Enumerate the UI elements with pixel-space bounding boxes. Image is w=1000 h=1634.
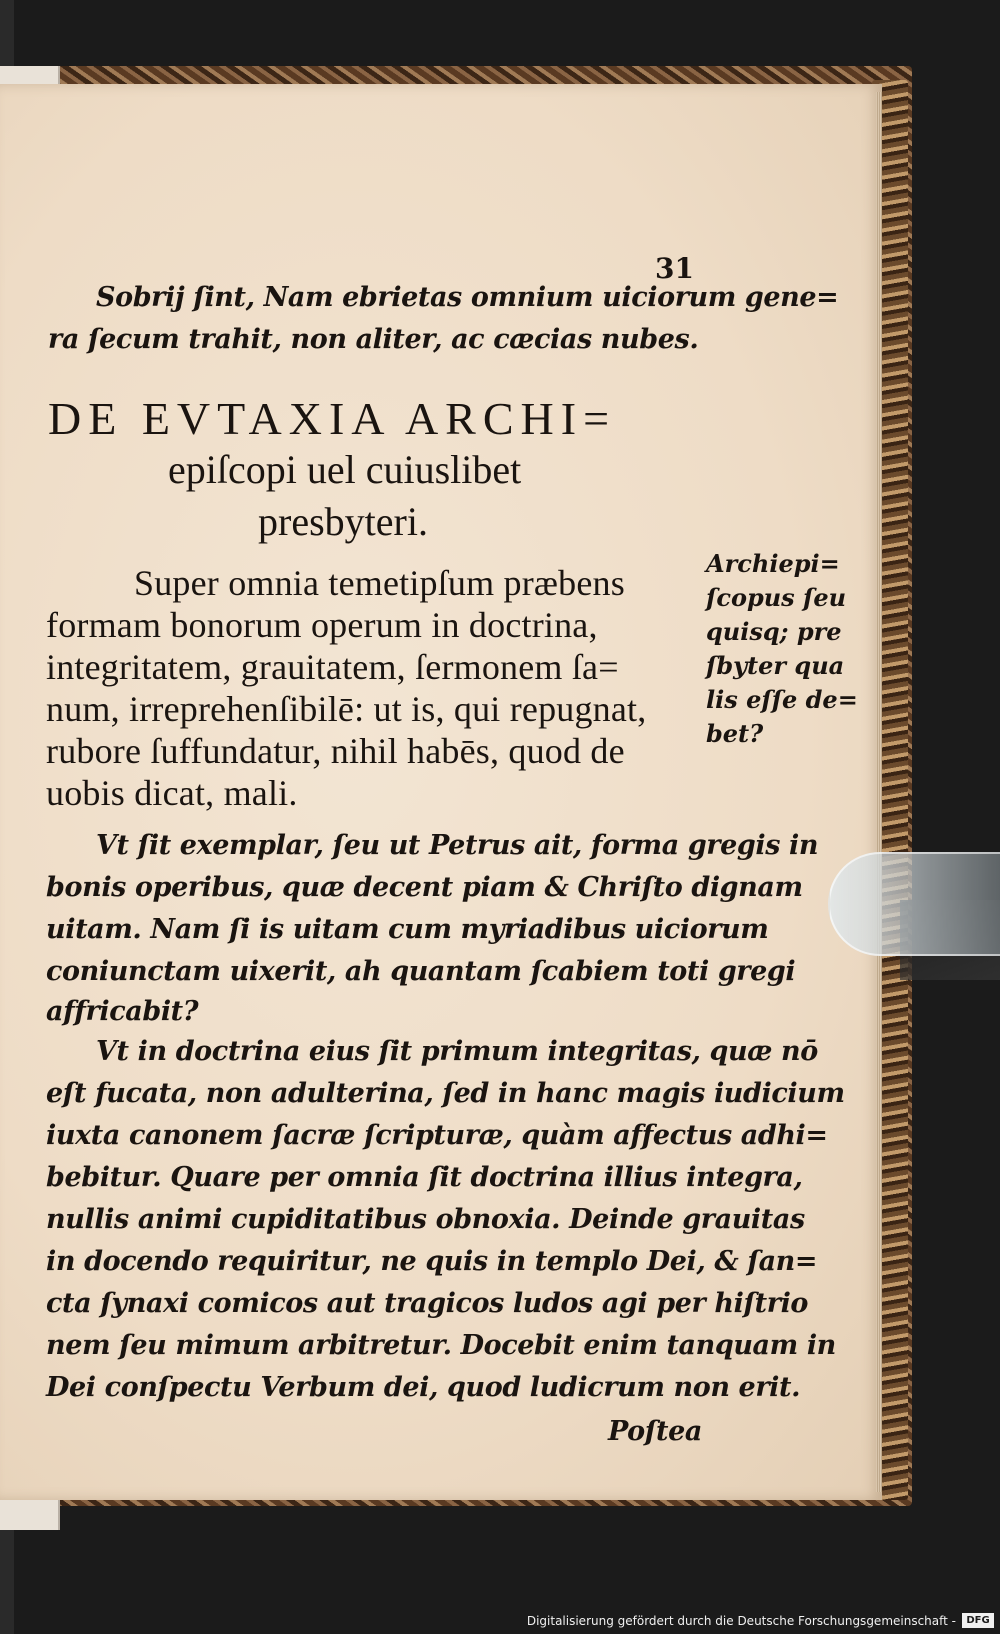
margin-note-line-1: Archiepi= (706, 549, 840, 578)
page-fore-edge (876, 92, 882, 1492)
page-clip (828, 852, 1000, 956)
margin-note-line-3: quisq; pre (706, 617, 842, 646)
margin-note-line-5: lis eſſe de= (706, 685, 858, 714)
body-roman-line-1: Super omnia temetipſum præbens (134, 563, 625, 603)
italic-line-11: in docendo requiritur, ne quis in templo Dei, & ſan= (46, 1246, 818, 1277)
body-roman-line-4: num, irreprehenſibilē: ut is, qui repugnat, (46, 689, 647, 729)
italic-line-7: eſt fucata, non adulterina, ſed in hanc magis iudicium (46, 1078, 845, 1109)
body-roman-line-6: uobis dicat, mali. (46, 773, 298, 813)
credit-text: Digitalisierung gefördert durch die Deutsche Forschungsgemeinschaft - (526, 1614, 956, 1628)
margin-note-line-6: bet? (706, 719, 764, 748)
heading-line-1: DE EVTAXIA ARCHI= (48, 393, 617, 444)
italic-line-12: cta ſynaxi comicos aut tragicos ludos agi per hiſtrio (46, 1288, 809, 1319)
italic-line-1: Vt ſit exemplar, ſeu ut Petrus ait, forma gregis in (96, 830, 819, 861)
margin-note-line-4: ſbyter qua (706, 651, 845, 680)
book-page (0, 84, 882, 1500)
page-number: 31 (655, 252, 694, 285)
italic-line-2: bonis operibus, quæ decent piam & Chriſto dignam (46, 872, 803, 903)
heading-line-3: presbyteri. (258, 499, 428, 544)
bottom-ribbon-tab (0, 1500, 60, 1530)
italic-line-14: Dei conſpectu Verbum dei, quod ludicrum non erit. (46, 1372, 801, 1403)
top-line-1: Sobrij ſint, Nam ebrietas omnium uiciorum gene= (96, 282, 839, 313)
body-roman-line-5: rubore ſuffundatur, nihil habēs, quod de (46, 731, 625, 771)
body-roman-line-2: formam bonorum operum in doctrina, (46, 605, 598, 645)
catchword: Poſtea (608, 1416, 702, 1447)
italic-line-13: nem ſeu mimum arbitretur. Docebit enim tanquam in (46, 1330, 836, 1361)
top-line-2: ra ſecum trahit, non aliter, ac cæcias nubes. (48, 324, 699, 355)
italic-line-8: iuxta canonem ſacræ ſcripturæ, quàm affectus adhi= (46, 1120, 828, 1151)
body-roman-line-3: integritatem, grauitatem, ſermonem ſa= (46, 647, 619, 687)
italic-line-10: nullis animi cupiditatibus obnoxia. Deinde grauitas (46, 1204, 805, 1235)
heading-line-2: epiſcopi uel cuiuslibet (168, 447, 522, 492)
italic-line-4: coniunctam uixerit, ah quantam ſcabiem toti gregi (46, 956, 796, 987)
italic-line-9: bebitur. Quare per omnia ſit doctrina illius integra, (46, 1162, 803, 1193)
dfg-logo: DFG (962, 1613, 994, 1628)
margin-note-line-2: ſcopus ſeu (706, 583, 847, 612)
italic-line-6: Vt in doctrina eius ſit primum integritas, quæ nō (96, 1036, 818, 1067)
italic-line-5: affricabit? (46, 996, 199, 1027)
italic-line-3: uitam. Nam ſi is uitam cum myriadibus uiciorum (46, 914, 769, 945)
digitization-credit-bar (0, 1608, 1000, 1634)
